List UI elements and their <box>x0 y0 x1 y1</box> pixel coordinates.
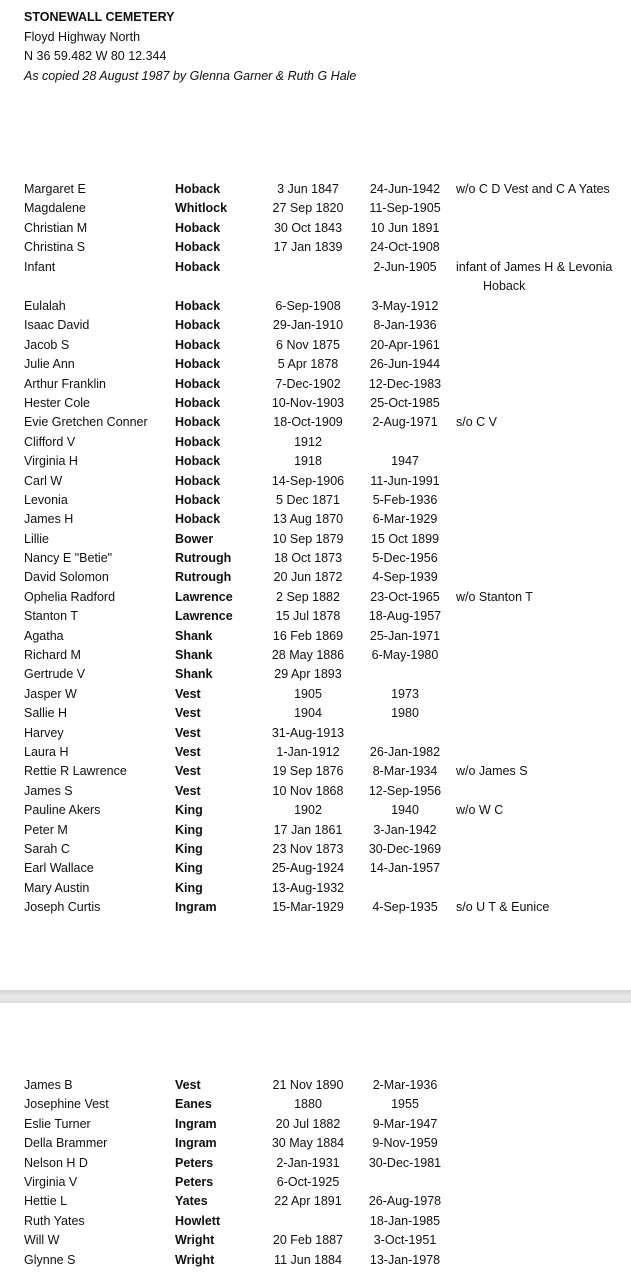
death-date: 5-Dec-1956 <box>372 551 438 566</box>
given-name: Jasper W <box>24 686 77 701</box>
relation-note <box>456 588 628 607</box>
birth-date: 1902 <box>294 803 322 818</box>
death-date: 26-Jun-1944 <box>369 357 441 372</box>
document-page-2 <box>0 1003 631 1287</box>
burial-row <box>0 704 631 723</box>
surname: King <box>175 822 203 837</box>
surname: Hoback <box>175 182 221 196</box>
given-name: Levonia <box>24 492 68 507</box>
death-date: 6-Mar-1929 <box>372 512 438 527</box>
birth-date: 25-Aug-1924 <box>271 861 345 876</box>
surname: Hoback <box>175 299 221 313</box>
surname: Hoback <box>175 337 221 352</box>
relation-note-line: w/o Stanton T <box>456 589 533 604</box>
burial-row <box>0 472 631 491</box>
burial-row <box>0 375 631 394</box>
birth-date: 1-Jan-1912 <box>276 744 340 759</box>
burial-row <box>0 1134 631 1153</box>
burial-row <box>0 549 631 568</box>
death-date: 1980 <box>391 706 419 721</box>
relation-note-line: s/o C V <box>456 415 497 430</box>
surname: Rutrough <box>175 570 232 585</box>
surname: King <box>175 803 203 818</box>
given-name: Christian M <box>24 220 88 235</box>
birth-date: 22 Apr 1891 <box>274 1194 342 1209</box>
death-date: 11-Sep-1905 <box>369 201 441 216</box>
surname: Hoback <box>175 357 221 372</box>
page-separator <box>0 990 631 1003</box>
given-name: Ophelia Radford <box>24 589 116 604</box>
given-name: Evie Gretchen Conner <box>24 415 148 430</box>
given-name: Pauline Akers <box>24 803 101 818</box>
burial-row <box>0 568 631 587</box>
death-date: 18-Jan-1985 <box>369 1213 441 1228</box>
surname: Ingram <box>175 1116 217 1131</box>
death-date: 23-Oct-1965 <box>370 589 440 604</box>
birth-date: 1918 <box>294 454 322 469</box>
burial-row <box>0 258 631 297</box>
surname: Vest <box>175 706 201 721</box>
birth-date: 16 Feb 1869 <box>272 628 344 643</box>
birth-date: 10 Sep 1879 <box>272 531 344 546</box>
given-name: Will W <box>24 1233 60 1248</box>
surname: Hoback <box>175 240 221 255</box>
surname: Hoback <box>175 492 221 507</box>
given-name: Richard M <box>24 648 81 663</box>
birth-date: 20 Feb 1887 <box>272 1233 344 1248</box>
surname: King <box>175 880 203 895</box>
given-name: Sarah C <box>24 841 70 856</box>
surname: Hoback <box>175 318 221 333</box>
burial-row <box>0 821 631 840</box>
given-name: Infant <box>24 259 56 274</box>
surname: Hoback <box>175 220 221 235</box>
relation-note-line: infant of James H & Levonia <box>456 259 613 274</box>
death-date: 11-Jun-1991 <box>370 473 440 488</box>
surname: Hoback <box>175 395 221 410</box>
given-name: Joseph Curtis <box>24 900 101 915</box>
given-name: Eslie Turner <box>24 1116 91 1131</box>
given-name: Peter M <box>24 822 68 837</box>
given-name: Della Brammer <box>24 1136 108 1151</box>
death-date: 30-Dec-1981 <box>368 1155 442 1170</box>
burial-row <box>0 297 631 316</box>
relation-note <box>456 898 628 917</box>
death-date: 12-Sep-1956 <box>368 783 442 798</box>
given-name: Carl W <box>24 473 63 488</box>
relation-note-line: s/o U T & Eunice <box>456 900 550 915</box>
birth-date: 6-Sep-1908 <box>275 299 341 313</box>
death-date: 8-Mar-1934 <box>372 764 438 779</box>
death-date: 2-Jun-1905 <box>373 259 437 274</box>
surname: Vest <box>175 725 201 740</box>
burial-row <box>0 665 631 684</box>
given-name: Lillie <box>24 531 50 546</box>
death-date: 18-Aug-1957 <box>368 609 442 624</box>
death-date: 1955 <box>391 1097 419 1112</box>
birth-date: 10-Nov-1903 <box>271 395 345 410</box>
surname: Shank <box>175 667 213 682</box>
birth-date: 19 Sep 1876 <box>272 764 344 779</box>
birth-date: 30 Oct 1843 <box>273 220 343 235</box>
surname: Vest <box>175 764 201 779</box>
given-name: Christina S <box>24 240 86 255</box>
birth-date: 29-Jan-1910 <box>272 318 344 333</box>
birth-date: 1912 <box>294 434 322 449</box>
surname: Yates <box>175 1194 208 1209</box>
burial-row <box>0 433 631 452</box>
death-date: 24-Jun-1942 <box>369 182 441 196</box>
burial-row <box>0 588 631 607</box>
gps-coordinates: N 36 59.482 W 80 12.344 <box>24 49 167 63</box>
surname: Vest <box>175 1078 201 1092</box>
birth-date: 13-Aug-1932 <box>271 880 345 895</box>
given-name: Stanton T <box>24 609 78 624</box>
given-name: Harvey <box>24 725 64 740</box>
burial-row <box>0 743 631 762</box>
given-name: Clifford V <box>24 434 76 449</box>
given-name: James B <box>24 1078 73 1092</box>
death-date: 1940 <box>391 803 419 818</box>
relation-note <box>456 762 628 781</box>
surname: Shank <box>175 628 213 643</box>
death-date: 13-Jan-1978 <box>369 1252 441 1267</box>
given-name: Mary Austin <box>24 880 90 895</box>
birth-date: 1904 <box>294 706 322 721</box>
burial-row <box>0 1212 631 1231</box>
death-date: 1973 <box>391 686 419 701</box>
given-name: Agatha <box>24 628 64 643</box>
death-date: 10 Jun 1891 <box>370 220 440 235</box>
given-name: Virginia V <box>24 1174 78 1189</box>
birth-date: 30 May 1884 <box>271 1136 345 1151</box>
given-name: Arthur Franklin <box>24 376 106 391</box>
burial-row <box>0 355 631 374</box>
given-name: Jacob S <box>24 337 70 352</box>
given-name: Nancy E "Betie" <box>24 551 113 566</box>
surname: Hoback <box>175 376 221 391</box>
given-name: David Solomon <box>24 570 109 585</box>
birth-date: 11 Jun 1884 <box>274 1252 342 1267</box>
burial-row <box>0 1231 631 1250</box>
relation-note-line: w/o C D Vest and C A Yates <box>456 182 610 196</box>
given-name: Hettie L <box>24 1194 68 1209</box>
relation-note-line: w/o James S <box>456 764 528 779</box>
surname: Shank <box>175 648 213 663</box>
burial-row <box>0 491 631 510</box>
surname: Ingram <box>175 1136 217 1151</box>
burial-row <box>0 316 631 335</box>
given-name: James H <box>24 512 74 527</box>
burial-row <box>0 1251 631 1270</box>
birth-date: 15-Mar-1929 <box>272 900 344 915</box>
surname: King <box>175 841 203 856</box>
surname: Whitlock <box>175 201 228 216</box>
death-date: 8-Jan-1936 <box>373 318 437 333</box>
death-date: 3-Oct-1951 <box>373 1233 437 1248</box>
burial-row <box>0 1115 631 1134</box>
burial-row <box>0 782 631 801</box>
death-date: 9-Mar-1947 <box>372 1116 438 1131</box>
birth-date: 14-Sep-1906 <box>271 473 345 488</box>
given-name: Glynne S <box>24 1252 76 1267</box>
birth-date: 20 Jul 1882 <box>275 1116 341 1131</box>
death-date: 4-Sep-1935 <box>372 900 438 915</box>
copy-note: As copied 28 August 1987 by Glenna Garner & Ruth G Hale <box>24 68 357 83</box>
death-date: 5-Feb-1936 <box>372 492 438 507</box>
birth-date: 31-Aug-1913 <box>271 725 345 740</box>
given-name: Magdalene <box>24 201 86 216</box>
given-name: Laura H <box>24 744 69 759</box>
given-name: James S <box>24 783 73 798</box>
death-date: 14-Jan-1957 <box>369 861 441 876</box>
given-name: Isaac David <box>24 318 90 333</box>
birth-date: 29 Apr 1893 <box>274 667 342 682</box>
burial-row <box>0 413 631 432</box>
surname: Bower <box>175 531 214 546</box>
burial-row <box>0 180 631 199</box>
surname: Peters <box>175 1155 214 1170</box>
burial-row <box>0 607 631 626</box>
surname: Hoback <box>175 512 221 527</box>
birth-date: 23 Nov 1873 <box>272 841 344 856</box>
birth-date: 2-Jan-1931 <box>276 1155 340 1170</box>
birth-date: 3 Jun 1847 <box>277 182 339 196</box>
birth-date: 18 Oct 1873 <box>273 551 343 566</box>
given-name: Sallie H <box>24 706 68 721</box>
death-date: 25-Jan-1971 <box>369 628 441 643</box>
surname: Vest <box>175 686 201 701</box>
relation-note <box>456 801 628 820</box>
death-date: 24-Oct-1908 <box>370 240 440 255</box>
given-name: Earl Wallace <box>24 861 94 876</box>
surname: Lawrence <box>175 589 233 604</box>
birth-date: 1880 <box>294 1097 322 1112</box>
given-name: Hester Cole <box>24 395 90 410</box>
burial-list-group-2 <box>0 297 631 918</box>
death-date: 12-Dec-1983 <box>368 376 442 391</box>
burial-row <box>0 452 631 471</box>
surname: Hoback <box>175 259 221 274</box>
burial-row <box>0 219 631 238</box>
death-date: 4-Sep-1939 <box>372 570 438 585</box>
burial-row <box>0 762 631 781</box>
death-date: 20-Apr-1961 <box>370 337 440 352</box>
given-name: Nelson H D <box>24 1155 88 1170</box>
death-date: 2-Aug-1971 <box>372 415 438 430</box>
given-name: Margaret E <box>24 182 86 196</box>
relation-note <box>456 180 628 199</box>
death-date: 3-Jan-1942 <box>373 822 437 837</box>
birth-date: 15 Jul 1878 <box>275 609 341 624</box>
relation-note-line: w/o W C <box>456 803 504 818</box>
burial-row <box>0 510 631 529</box>
birth-date: 1905 <box>294 686 322 701</box>
birth-date: 17 Jan 1861 <box>273 822 343 837</box>
birth-date: 28 May 1886 <box>271 648 345 663</box>
birth-date: 20 Jun 1872 <box>273 570 343 585</box>
relation-note <box>456 258 628 297</box>
surname: Howlett <box>175 1213 221 1228</box>
surname: Hoback <box>175 415 221 430</box>
burial-row <box>0 627 631 646</box>
burial-row <box>0 336 631 355</box>
burial-row <box>0 1076 631 1095</box>
birth-date: 6-Oct-1925 <box>276 1174 340 1189</box>
burial-row <box>0 685 631 704</box>
given-name: Rettie R Lawrence <box>24 764 127 779</box>
burial-row <box>0 530 631 549</box>
given-name: Eulalah <box>24 299 66 313</box>
burial-list-page-2 <box>0 1076 631 1270</box>
burial-row <box>0 1095 631 1114</box>
surname: Vest <box>175 744 201 759</box>
surname: Hoback <box>175 434 221 449</box>
death-date: 6-May-1980 <box>371 648 439 663</box>
burial-row <box>0 859 631 878</box>
death-date: 25-Oct-1985 <box>370 395 440 410</box>
cemetery-location: Floyd Highway North <box>24 29 141 44</box>
surname: King <box>175 861 203 876</box>
birth-date: 5 Apr 1878 <box>277 357 339 372</box>
surname: Ingram <box>175 900 217 915</box>
death-date: 1947 <box>391 454 419 469</box>
death-date: 26-Jan-1982 <box>369 744 441 759</box>
burial-row <box>0 879 631 898</box>
burial-row <box>0 394 631 413</box>
surname: Hoback <box>175 454 221 469</box>
birth-date: 6 Nov 1875 <box>276 337 340 352</box>
death-date: 30-Dec-1969 <box>368 841 442 856</box>
given-name: Virginia H <box>24 454 78 469</box>
birth-date: 27 Sep 1820 <box>272 201 344 216</box>
given-name: Gertrude V <box>24 667 86 682</box>
birth-date: 13 Aug 1870 <box>272 512 344 527</box>
relation-note <box>456 413 628 432</box>
burial-row <box>0 840 631 859</box>
burial-row <box>0 646 631 665</box>
surname: Peters <box>175 1174 214 1189</box>
burial-list-group-1 <box>0 180 631 296</box>
birth-date: 7-Dec-1902 <box>275 376 341 391</box>
surname: Eanes <box>175 1097 212 1112</box>
surname: Wright <box>175 1252 215 1267</box>
surname: Wright <box>175 1233 215 1248</box>
death-date: 3-May-1912 <box>371 299 439 313</box>
burial-row <box>0 801 631 820</box>
burial-row <box>0 898 631 917</box>
burial-row <box>0 238 631 257</box>
birth-date: 21 Nov 1890 <box>272 1078 344 1092</box>
birth-date: 2 Sep 1882 <box>276 589 340 604</box>
surname: Rutrough <box>175 551 232 566</box>
surname: Lawrence <box>175 609 233 624</box>
death-date: 26-Aug-1978 <box>368 1194 442 1209</box>
death-date: 15 Oct 1899 <box>370 531 440 546</box>
death-date: 9-Nov-1959 <box>372 1136 438 1151</box>
birth-date: 5 Dec 1871 <box>276 492 340 507</box>
burial-row <box>0 724 631 743</box>
given-name: Julie Ann <box>24 357 75 372</box>
birth-date: 18-Oct-1909 <box>273 415 343 430</box>
burial-row <box>0 199 631 218</box>
burial-row <box>0 1154 631 1173</box>
surname: Hoback <box>175 473 221 488</box>
birth-date: 17 Jan 1839 <box>273 240 343 255</box>
given-name: Josephine Vest <box>24 1097 109 1112</box>
burial-row <box>0 1173 631 1192</box>
surname: Vest <box>175 783 201 798</box>
cemetery-title: STONEWALL CEMETERY <box>24 10 175 24</box>
given-name: Ruth Yates <box>24 1213 85 1228</box>
death-date: 2-Mar-1936 <box>372 1078 438 1092</box>
birth-date: 10 Nov 1868 <box>272 783 344 798</box>
burial-row <box>0 1192 631 1211</box>
relation-note-line: Hoback <box>483 278 526 293</box>
document-header <box>24 8 356 86</box>
